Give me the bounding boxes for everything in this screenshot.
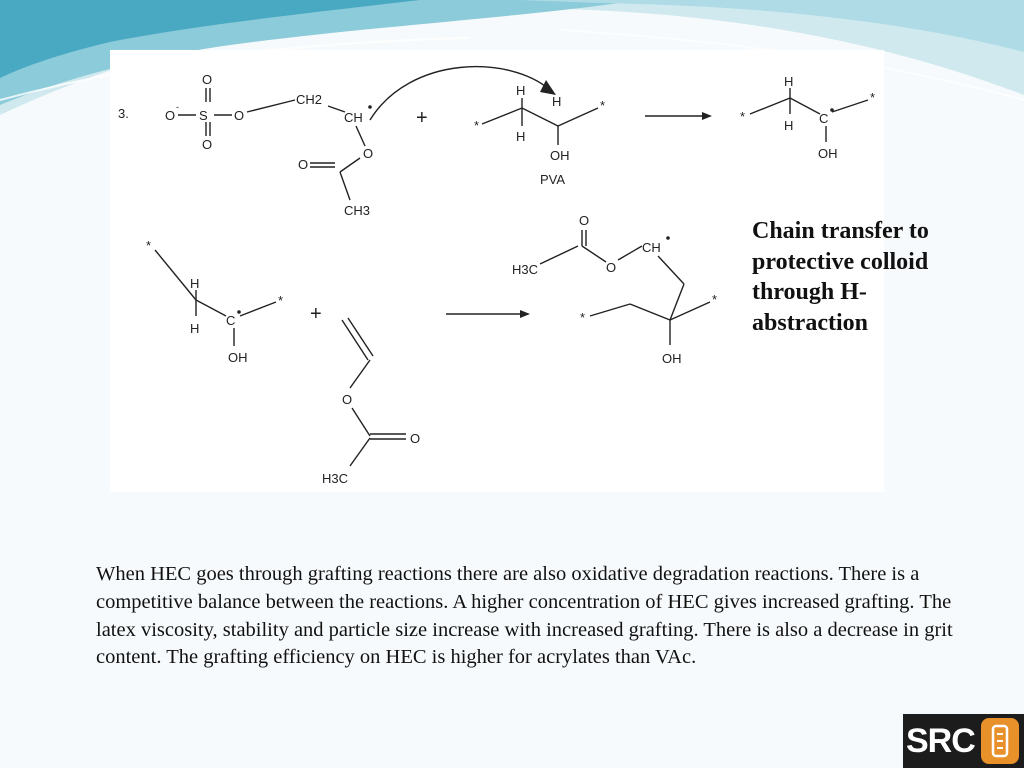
atom-o-vac-carbonyl: O	[410, 431, 421, 446]
star-product-left: *	[740, 109, 746, 124]
star-pva-left: *	[474, 118, 480, 133]
atom-o-bottom: O	[202, 137, 213, 152]
plus-sign-bottom: +	[310, 303, 322, 325]
atom-o-carbonyl: O	[298, 157, 309, 172]
atom-h-pva-2: H	[516, 129, 526, 144]
atom-o-product-carbonyl: O	[579, 213, 590, 228]
star-product-right: *	[870, 90, 876, 105]
body-paragraph: When HEC goes through grafting reactions there are also oxidative degradation reactions. There is a competitive balance between the reactions. A higher concentration of HEC gives increased grafting. The latex viscosity, stability and particle size increase with increased grafting. There is also a decrease in grit content. The grafting efficiency on HEC is higher for acrylates than VAc.	[96, 563, 953, 669]
atom-o-vac: O	[342, 392, 353, 407]
group-h3c-vac: H3C	[322, 471, 349, 486]
atom-o-product-ester: O	[606, 260, 617, 275]
atom-h-bottom-2: H	[190, 321, 200, 336]
group-oh-product: OH	[818, 146, 838, 161]
logo-text: SRC	[906, 722, 975, 760]
atom-o-bridge: O	[234, 108, 245, 123]
group-h3c-product: H3C	[512, 262, 539, 277]
plus-sign-top: +	[416, 107, 428, 129]
atom-o-ester: O	[363, 146, 374, 161]
atom-s: S	[199, 108, 208, 123]
star-bottom-right: *	[278, 293, 284, 308]
atom-c-radical-bottom: C	[226, 313, 236, 328]
star-pva-right: *	[600, 98, 606, 113]
star-bottom-left: *	[146, 238, 152, 253]
group-oh-pva: OH	[550, 148, 570, 163]
step-number: 3.	[118, 106, 129, 121]
charge-minus: -	[176, 102, 179, 112]
atom-h-product-2: H	[784, 118, 794, 133]
star-product-bottom-right: *	[712, 292, 718, 307]
group-oh-product-bottom: OH	[662, 351, 682, 366]
group-ch2: CH2	[296, 92, 323, 107]
atom-o-top: O	[202, 72, 213, 87]
group-ch-radical-product: CH	[642, 240, 661, 255]
atom-c-radical: C	[819, 111, 829, 126]
atom-o-minus: O	[165, 108, 176, 123]
group-ch3: CH3	[344, 203, 371, 218]
star-product-bottom-left: *	[580, 310, 586, 325]
atom-h-product-1: H	[784, 74, 794, 89]
atom-h-bottom-1: H	[190, 276, 200, 291]
group-oh-bottom: OH	[228, 350, 248, 365]
atom-h-pva-1: H	[516, 83, 526, 98]
pva-label: PVA	[540, 172, 566, 187]
atom-h-pva-3: H	[552, 94, 562, 109]
group-ch-radical: CH	[344, 110, 363, 125]
side-caption: Chain transfer to protective colloid through H-abstraction	[752, 218, 929, 336]
